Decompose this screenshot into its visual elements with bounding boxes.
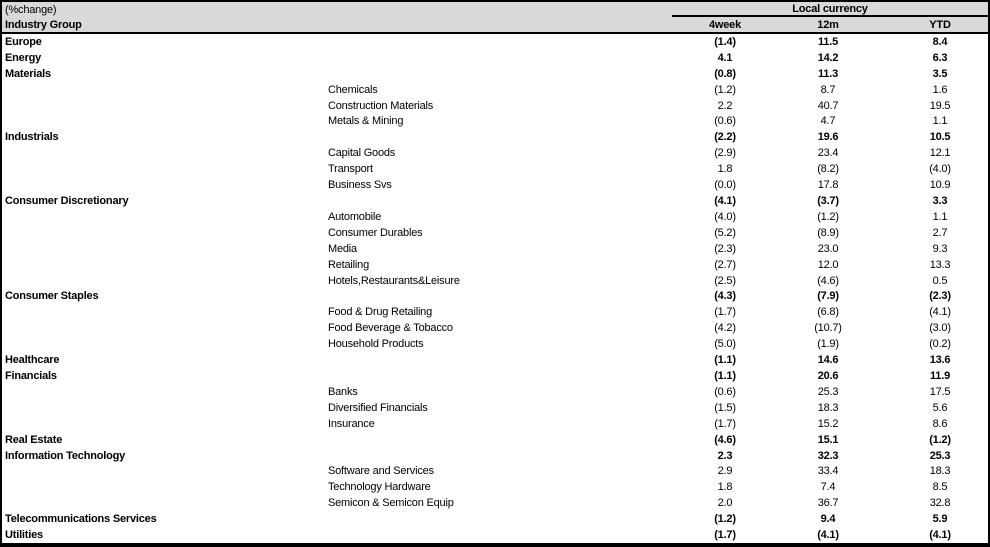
sector-label: Industrials — [5, 131, 59, 144]
sub-industry-label: Chemicals — [328, 83, 378, 96]
cell-12m: 25.3 — [817, 385, 839, 398]
table-row — [2, 129, 988, 145]
cell-12m: 32.3 — [817, 449, 839, 462]
cell-12m: 7.4 — [820, 481, 836, 494]
cell-4week: (2.2) — [714, 131, 736, 144]
table-row — [2, 495, 988, 511]
table-row — [2, 50, 988, 66]
cell-12m: 14.2 — [817, 51, 839, 64]
cell-4week: (2.5) — [714, 274, 736, 287]
cell-4week: (0.6) — [714, 115, 736, 128]
column-header-ytd: YTD — [929, 18, 951, 31]
sub-industry-label: Diversified Financials — [328, 401, 428, 414]
sector-label: Materials — [5, 67, 51, 80]
cell-ytd: 2.7 — [932, 226, 948, 239]
cell-12m: 23.0 — [817, 242, 839, 255]
table-row — [2, 463, 988, 479]
cell-ytd: 5.9 — [932, 513, 948, 526]
cell-4week: (4.0) — [714, 210, 736, 223]
cell-12m: 15.1 — [817, 433, 839, 446]
cell-12m: 12.0 — [817, 258, 839, 271]
cell-4week: (1.4) — [714, 35, 736, 48]
table-row — [2, 114, 988, 130]
cell-4week: (4.3) — [714, 290, 736, 303]
cell-ytd: 11.9 — [929, 369, 950, 382]
sub-industry-label: Retailing — [328, 258, 370, 271]
cell-4week: (5.0) — [714, 338, 736, 351]
table-row — [2, 384, 988, 400]
cell-ytd: 8.6 — [932, 417, 948, 430]
cell-12m: 17.8 — [817, 179, 839, 192]
table-row — [2, 177, 988, 193]
table-row — [2, 82, 988, 98]
sector-label: Information Technology — [5, 449, 126, 462]
cell-ytd: 1.1 — [932, 210, 948, 223]
cell-4week: (1.5) — [714, 401, 736, 414]
cell-12m: 9.4 — [820, 513, 836, 526]
table-row — [2, 400, 988, 416]
cell-4week: 2.3 — [717, 449, 733, 462]
table-row — [2, 416, 988, 432]
percent-change-label: (%change) — [5, 3, 57, 16]
cell-4week: (1.1) — [714, 369, 736, 382]
cell-4week: (5.2) — [714, 226, 736, 239]
table-row — [2, 209, 988, 225]
sub-industry-label: Metals & Mining — [328, 115, 404, 128]
cell-12m: 14.6 — [817, 354, 839, 367]
table-row — [2, 98, 988, 114]
cell-ytd: 9.3 — [932, 242, 948, 255]
table-row — [2, 257, 988, 273]
table-row — [2, 145, 988, 161]
cell-4week: (0.8) — [714, 67, 736, 80]
cell-ytd: 6.3 — [932, 51, 948, 64]
sub-industry-label: Hotels,Restaurants&Leisure — [328, 274, 460, 287]
cell-4week: (0.6) — [714, 385, 736, 398]
column-header-12m: 12m — [817, 18, 839, 31]
cell-12m: (10.7) — [814, 322, 842, 335]
cell-4week: (4.2) — [714, 322, 736, 335]
sub-industry-label: Semicon & Semicon Equip — [328, 497, 454, 510]
cell-4week: (4.1) — [714, 195, 736, 208]
cell-ytd: 13.6 — [929, 354, 951, 367]
cell-12m: (3.7) — [817, 195, 839, 208]
cell-12m: 19.6 — [817, 131, 839, 144]
cell-12m: (8.2) — [817, 163, 839, 176]
sector-label: Energy — [5, 51, 42, 64]
cell-ytd: 3.3 — [932, 195, 948, 208]
sub-industry-label: Business Svs — [328, 179, 392, 192]
sub-industry-label: Media — [328, 242, 357, 255]
table-row — [2, 527, 988, 543]
cell-ytd: 3.5 — [932, 67, 948, 80]
cell-12m: 11.3 — [817, 67, 838, 80]
sector-label: Telecommunications Services — [5, 513, 157, 526]
cell-ytd: (0.2) — [929, 338, 951, 351]
cell-ytd: 10.9 — [929, 179, 951, 192]
cell-4week: (1.1) — [714, 354, 736, 367]
sub-industry-label: Household Products — [328, 338, 424, 351]
table-row — [2, 320, 988, 336]
table-row — [2, 511, 988, 527]
cell-12m: (1.2) — [817, 210, 839, 223]
table-row — [2, 336, 988, 352]
sector-label: Healthcare — [5, 354, 60, 367]
table-row — [2, 66, 988, 82]
cell-ytd: 17.5 — [929, 385, 951, 398]
sector-label: Consumer Discretionary — [5, 195, 129, 208]
table-row — [2, 479, 988, 495]
cell-4week: 1.8 — [717, 481, 733, 494]
cell-12m: 36.7 — [817, 497, 839, 510]
cell-12m: 15.2 — [817, 417, 839, 430]
table-row — [2, 304, 988, 320]
cell-4week: (2.3) — [714, 242, 736, 255]
cell-4week: 1.8 — [717, 163, 733, 176]
cell-ytd: 0.5 — [932, 274, 948, 287]
cell-ytd: (3.0) — [929, 322, 951, 335]
cell-4week: (1.2) — [714, 513, 736, 526]
table-row — [2, 352, 988, 368]
cell-4week: (1.2) — [714, 83, 736, 96]
local-currency-group-header: Local currency — [672, 2, 988, 17]
cell-4week: 2.9 — [717, 465, 733, 478]
table-row — [2, 432, 988, 448]
sector-label: Real Estate — [5, 433, 63, 446]
cell-4week: (2.9) — [714, 147, 736, 160]
cell-ytd: 18.3 — [929, 465, 951, 478]
cell-12m: 33.4 — [817, 465, 839, 478]
sector-label: Europe — [5, 35, 42, 48]
sub-industry-label: Food & Drug Retailing — [328, 306, 433, 319]
cell-ytd: 5.6 — [932, 401, 948, 414]
column-header-4week: 4week — [708, 18, 742, 31]
cell-12m: 11.5 — [817, 35, 838, 48]
sector-label: Utilities — [5, 529, 43, 542]
table-row — [2, 193, 988, 209]
cell-12m: 18.3 — [817, 401, 839, 414]
cell-ytd: 8.4 — [932, 35, 948, 48]
cell-4week: 2.2 — [717, 99, 733, 112]
column-header-industry-group: Industry Group — [5, 18, 82, 31]
sub-industry-label: Software and Services — [328, 465, 434, 478]
table-row — [2, 368, 988, 384]
cell-12m: (8.9) — [817, 226, 839, 239]
cell-ytd: (4.1) — [929, 529, 951, 542]
sector-label: Consumer Staples — [5, 290, 99, 303]
cell-ytd: (4.0) — [929, 163, 951, 176]
sub-industry-label: Insurance — [328, 417, 375, 430]
cell-4week: 2.0 — [717, 497, 733, 510]
table-row — [2, 289, 988, 305]
sub-industry-label: Capital Goods — [328, 147, 396, 160]
cell-12m: (4.1) — [817, 529, 839, 542]
sector-label: Financials — [5, 369, 57, 382]
table-row — [2, 273, 988, 289]
cell-12m: 23.4 — [817, 147, 839, 160]
sub-industry-label: Construction Materials — [328, 99, 434, 112]
cell-12m: (7.9) — [817, 290, 839, 303]
table-body — [2, 34, 988, 543]
table-row — [2, 34, 988, 50]
cell-4week: (1.7) — [714, 529, 736, 542]
sub-industry-label: Banks — [328, 385, 358, 398]
sub-industry-label: Automobile — [328, 210, 382, 223]
sub-industry-label: Transport — [328, 163, 373, 176]
cell-ytd: 10.5 — [929, 131, 951, 144]
cell-ytd: 19.5 — [929, 99, 951, 112]
cell-ytd: (2.3) — [929, 290, 951, 303]
cell-12m: (1.9) — [817, 338, 839, 351]
cell-ytd: 12.1 — [929, 147, 951, 160]
sub-industry-label: Food Beverage & Tobacco — [328, 322, 453, 335]
cell-12m: 4.7 — [820, 115, 836, 128]
table-row — [2, 448, 988, 464]
cell-ytd: 8.5 — [932, 481, 948, 494]
cell-12m: 8.7 — [820, 83, 836, 96]
cell-4week: (1.7) — [714, 306, 736, 319]
sub-industry-label: Technology Hardware — [328, 481, 431, 494]
cell-4week: (1.7) — [714, 417, 736, 430]
table-row — [2, 241, 988, 257]
cell-ytd: 32.8 — [929, 497, 951, 510]
cell-ytd: 13.3 — [929, 258, 951, 271]
cell-ytd: (1.2) — [929, 433, 951, 446]
cell-ytd: 1.1 — [932, 115, 948, 128]
cell-12m: (6.8) — [817, 306, 839, 319]
table-title-row — [2, 2, 988, 17]
cell-ytd: 1.6 — [932, 83, 948, 96]
cell-4week: (2.7) — [714, 258, 736, 271]
cell-ytd: (4.1) — [929, 306, 951, 319]
cell-4week: (0.0) — [714, 179, 736, 192]
cell-12m: 20.6 — [817, 369, 839, 382]
cell-ytd: 25.3 — [929, 449, 951, 462]
table-row — [2, 161, 988, 177]
sub-industry-label: Consumer Durables — [328, 226, 423, 239]
cell-4week: 4.1 — [717, 51, 733, 64]
cell-4week: (4.6) — [714, 433, 736, 446]
table-row — [2, 225, 988, 241]
table-column-header-row — [2, 17, 988, 34]
cell-12m: 40.7 — [817, 99, 839, 112]
cell-12m: (4.6) — [817, 274, 839, 287]
